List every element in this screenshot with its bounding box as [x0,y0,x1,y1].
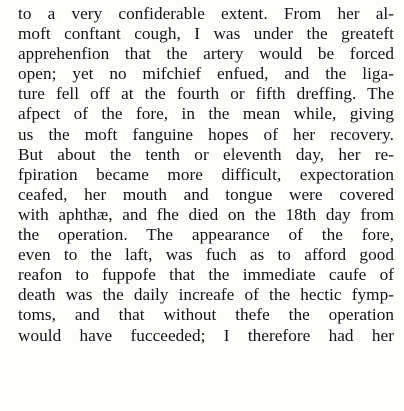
text-line-2: moft conftant cough, I was under the greateft [18,24,394,44]
text-line-1: to a very confiderable extent. From her al- [18,4,394,23]
text-line-3: apprehenfion that the artery would be forced [18,44,394,64]
text-line-8: But about the tenth or eleventh day, her re- [18,144,394,164]
text-line-4: open; yet no mifchief enfued, and the liga- [18,64,394,84]
text-line-10: ceafed, her mouth and tongue were covered [18,184,394,204]
text-line-17: would have fucceeded; I therefore had her [18,325,394,345]
text-line-9: fpiration became more difficult, expectoration [18,164,394,184]
text-line-16: toms, and that without thefe the operation [18,305,394,325]
text-line-7: us the moft fanguine hopes of her recovery. [18,124,394,144]
body-text [18,4,394,346]
text-line-15: death was the daily increafe of the hectic fymp- [18,285,394,305]
text-line-12: the operation. The appearance of the fore, [18,225,394,245]
text-line-14: reafon to fuppofe that the immediate caufe of [18,265,394,285]
text-line-6: afpect of the fore, in the mean while, giving [18,104,394,124]
text-line-11: with aphthæ, and fhe died on the 18th day from [18,204,394,224]
text-line-5: ture fell off at the fourth or fifth dreffing. The [18,84,394,104]
text-line-13: even to the laft, was fuch as to afford good [18,245,394,265]
